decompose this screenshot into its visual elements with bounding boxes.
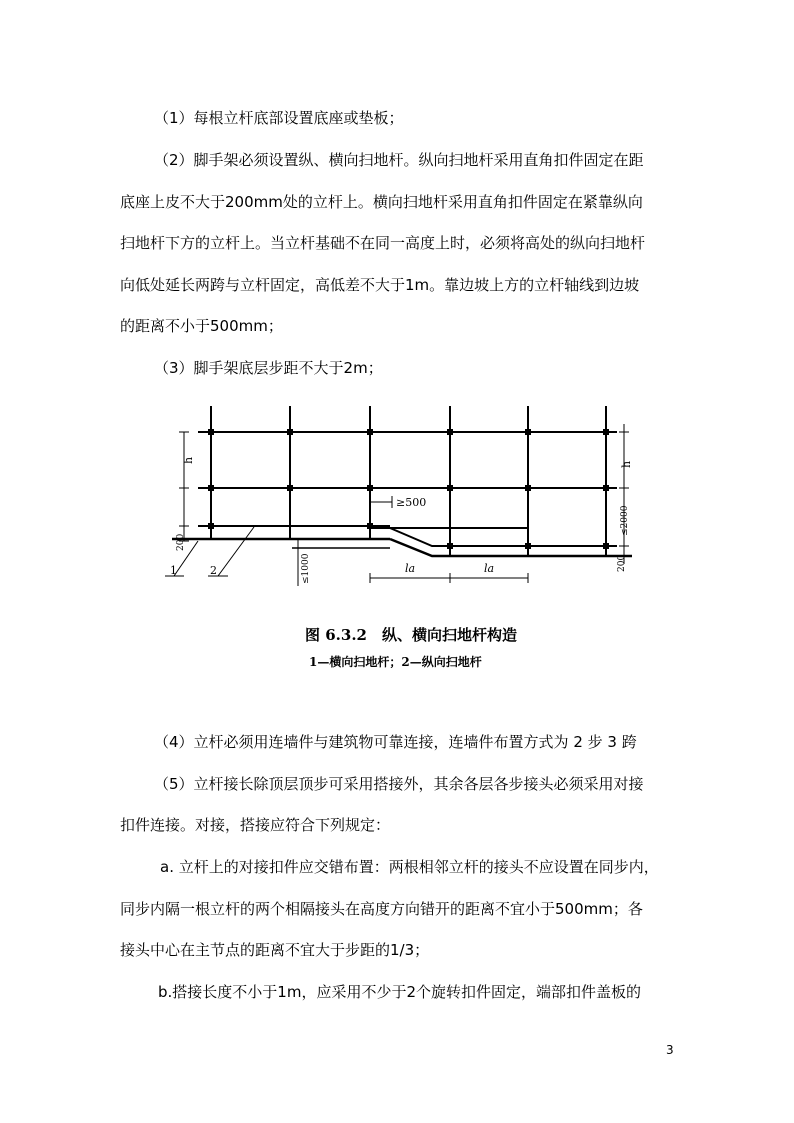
label-2: 2 (210, 564, 217, 577)
figure-caption-title: 图 6.3.2 纵、横向扫地杆构造 (305, 626, 517, 644)
label-200-right: 200 (617, 554, 627, 572)
paragraph-5-line-2: 扣件连接。对接，搭接应符合下列规定： (120, 816, 391, 834)
label-h-right: h (620, 460, 633, 468)
page-number: 3 (666, 1043, 674, 1057)
paragraph-2-line-3: 扫地杆下方的立杆上。当立杆基础不在同一高度上时，必须将高处的纵向扫地杆 (120, 234, 646, 252)
paragraph-2-line-4: 向低处延长两跨与立杆固定，高低差不大于1m。靠边坡上方的立杆轴线到边坡 (120, 276, 640, 294)
label-la-1: la (405, 562, 416, 575)
item-a-line-3: 接头中心在主节点的距离不宜大于步距的1/3； (120, 941, 430, 959)
paragraph-5-line-1: （5）立杆接长除顶层顶步可采用搭接外，其余各层各步接头必须采用对接 (154, 775, 644, 793)
label-h-left: h (182, 456, 195, 464)
leader-2 (218, 527, 254, 576)
item-a-line-2: 同步内隔一根立杆的两个相隔接头在高度方向错开的距离不宜小于500mm；各 (120, 900, 643, 918)
label-le2000: ≤2000 (620, 505, 630, 536)
scaffold-sweeping-pole-diagram (162, 396, 640, 586)
label-1: 1 (170, 564, 177, 577)
item-b-line-1: b.搭接长度不小于1m，应采用不少于2个旋转扣件固定，端部扣件盖板的 (158, 983, 641, 1001)
label-la-2: la (484, 562, 495, 575)
paragraph-2-line-2: 底座上皮不大于200mm处的立杆上。横向扫地杆采用直角扣件固定在紧靠纵向 (120, 193, 643, 211)
paragraph-4: （4）立杆必须用连墙件与建筑物可靠连接，连墙件布置方式为 2 步 3 跨 (154, 733, 637, 751)
paragraph-3: （3）脚手架底层步距不大于2m； (154, 359, 383, 377)
paragraph-2-line-5: 的距离不小于500mm； (120, 317, 283, 335)
item-a-line-1: a. 立杆上的对接扣件应交错布置：两根相邻立杆的接头不应设置在同步内， (160, 858, 659, 876)
label-le1000: ≤1000 (301, 553, 311, 584)
ground-low (390, 539, 632, 556)
label-ge500: ≥500 (396, 496, 427, 509)
label-200-left: 200 (176, 533, 186, 551)
paragraph-1: （1）每根立杆底部设置底座或垫板； (154, 109, 404, 127)
paragraph-2-line-1: （2）脚手架必须设置纵、横向扫地杆。纵向扫地杆采用直角扣件固定在距 (154, 151, 644, 169)
figure-caption-legend: 1—横向扫地杆；2—纵向扫地杆 (309, 655, 482, 669)
sweeping-pole-extension (390, 528, 617, 546)
